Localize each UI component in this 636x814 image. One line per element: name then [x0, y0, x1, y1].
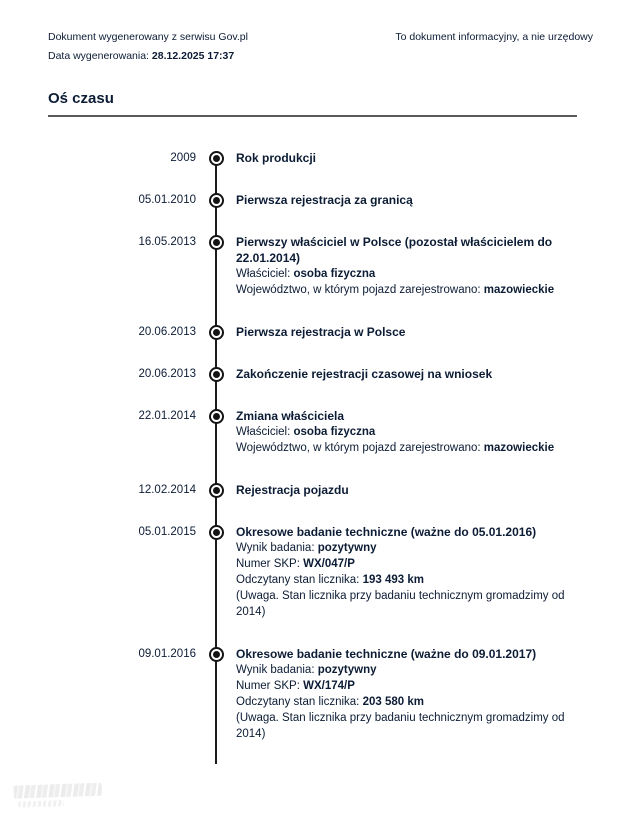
timeline-entry-content [236, 150, 593, 166]
page-title: Oś czasu [48, 90, 577, 117]
timeline-marker-column [196, 234, 236, 250]
timeline-entry-title: Rejestracja pojazdu [236, 483, 349, 497]
detail-label: Właściciel: [236, 426, 294, 438]
detail-value: pozytywny [317, 542, 377, 554]
timeline-entry-date: 09.01.2016 [138, 648, 196, 660]
timeline-entry-detail [236, 572, 593, 588]
timeline-entry-content [236, 524, 593, 620]
timeline-entry-title: Zmiana właściciela [236, 409, 345, 423]
detail-label: Województwo, w którym pojazd zarejestrowano: [236, 442, 484, 454]
timeline-entry-content [236, 482, 593, 498]
timeline-bullseye-icon [209, 193, 224, 208]
detail-label: Odczytany stan licznika: [236, 574, 363, 586]
timeline-entry-title: Pierwsza rejestracja za granicą [236, 193, 413, 207]
timeline-bullseye-icon [209, 647, 224, 662]
timeline [48, 150, 593, 764]
timeline-marker-column [196, 524, 236, 540]
timeline-entry-date: 12.02.2014 [138, 484, 196, 496]
timeline-entry-content [236, 192, 593, 208]
detail-value: osoba fizyczna [293, 268, 376, 280]
detail-label: Wynik badania: [236, 542, 318, 554]
timeline-entry-detail [236, 588, 593, 620]
timeline-marker-column [196, 366, 236, 382]
timeline-entries [48, 150, 593, 742]
timeline-entry-title: Okresowe badanie techniczne (ważne do 09.01.2017) [236, 647, 537, 661]
timeline-entry-detail [236, 540, 593, 556]
timeline-entry-date: 05.01.2010 [138, 194, 196, 206]
timeline-bullseye-icon [209, 525, 224, 540]
document-header [48, 29, 593, 45]
detail-label: Numer SKP: [236, 680, 304, 692]
timeline-entry-title: Rok produkcji [236, 151, 317, 165]
generation-date-line [48, 48, 593, 64]
watermark-row [18, 800, 64, 808]
detail-label: Właściciel: [236, 268, 294, 280]
timeline-entry-detail [236, 440, 593, 456]
timeline-marker-column [196, 646, 236, 662]
detail-label: (Uwaga. Stan licznika przy badaniu technicznym gromadzimy od 2014) [236, 712, 565, 740]
timeline-entry-date: 20.06.2013 [138, 326, 196, 338]
detail-label: (Uwaga. Stan licznika przy badaniu technicznym gromadzimy od 2014) [236, 590, 565, 618]
detail-label: Województwo, w którym pojazd zarejestrowano: [236, 284, 484, 296]
timeline-entry-detail [236, 282, 593, 298]
timeline-entry-detail [236, 556, 593, 572]
timeline-bullseye-icon [209, 325, 224, 340]
timeline-entry [48, 408, 593, 456]
timeline-entry-detail [236, 694, 593, 710]
generated-from-text: Dokument wygenerowany z serwisu Gov.pl [48, 31, 248, 43]
detail-label: Wynik badania: [236, 664, 318, 676]
detail-value: WX/047/P [303, 558, 355, 570]
timeline-entry [48, 192, 593, 208]
detail-value: WX/174/P [303, 680, 355, 692]
timeline-entry [48, 234, 593, 298]
detail-value: mazowieckie [483, 284, 555, 296]
timeline-bullseye-dot [213, 651, 220, 658]
timeline-entry [48, 524, 593, 620]
timeline-bullseye-dot [213, 197, 220, 204]
timeline-entry [48, 646, 593, 742]
timeline-entry-detail [236, 424, 593, 440]
timeline-bullseye-icon [209, 367, 224, 382]
watermark-row [14, 783, 102, 799]
timeline-entry-title: Pierwsza rejestracja w Polsce [236, 325, 406, 339]
timeline-marker-column [196, 192, 236, 208]
detail-value: mazowieckie [483, 442, 555, 454]
generation-date-label: Data wygenerowania: [48, 50, 152, 62]
generation-date-value: 28.12.2025 17:37 [151, 50, 235, 62]
timeline-marker-column [196, 408, 236, 424]
timeline-bullseye-icon [209, 151, 224, 166]
timeline-entry [48, 150, 593, 166]
timeline-entry-title: Okresowe badanie techniczne (ważne do 05.01.2016) [236, 525, 537, 539]
timeline-entry-date: 2009 [170, 152, 196, 164]
timeline-bullseye-dot [213, 529, 220, 536]
timeline-entry-title: Pierwszy właściciel w Polsce (pozostał właścicielem do 22.01.2014) [236, 235, 553, 265]
timeline-bullseye-icon [209, 483, 224, 498]
timeline-entry [48, 366, 593, 382]
timeline-entry-date: 20.06.2013 [138, 368, 196, 380]
timeline-entry [48, 482, 593, 498]
timeline-bullseye-dot [213, 239, 220, 246]
timeline-entry-content [236, 366, 593, 382]
header-info-note: To dokument informacyjny, a nie urzędowy [395, 31, 593, 43]
timeline-bullseye-icon [209, 235, 224, 250]
detail-value: osoba fizyczna [293, 426, 376, 438]
timeline-entry-detail [236, 678, 593, 694]
timeline-marker-column [196, 324, 236, 340]
detail-value: 193 493 km [362, 574, 424, 586]
timeline-entry-content [236, 324, 593, 340]
timeline-entry-detail [236, 266, 593, 282]
timeline-entry-detail [236, 710, 593, 742]
timeline-bullseye-icon [209, 409, 224, 424]
detail-value: 203 580 km [362, 696, 424, 708]
timeline-entry-content [236, 646, 593, 742]
timeline-entry-date: 05.01.2015 [138, 526, 196, 538]
timeline-entry-detail [236, 662, 593, 678]
timeline-bullseye-dot [213, 155, 220, 162]
detail-label: Numer SKP: [236, 558, 304, 570]
timeline-entry-content [236, 234, 593, 298]
timeline-bullseye-dot [213, 371, 220, 378]
timeline-entry-title: Zakończenie rejestracji czasowej na wniosek [236, 367, 493, 381]
timeline-marker-column [196, 482, 236, 498]
detail-label: Odczytany stan licznika: [236, 696, 363, 708]
timeline-entry-content [236, 408, 593, 456]
timeline-marker-column [196, 150, 236, 166]
timeline-bullseye-dot [213, 413, 220, 420]
timeline-entry [48, 324, 593, 340]
timeline-entry-date: 22.01.2014 [138, 410, 196, 422]
timeline-entry-date: 16.05.2013 [138, 236, 196, 248]
watermark [14, 782, 115, 811]
timeline-bullseye-dot [213, 329, 220, 336]
detail-value: pozytywny [317, 664, 377, 676]
timeline-bullseye-dot [213, 487, 220, 494]
